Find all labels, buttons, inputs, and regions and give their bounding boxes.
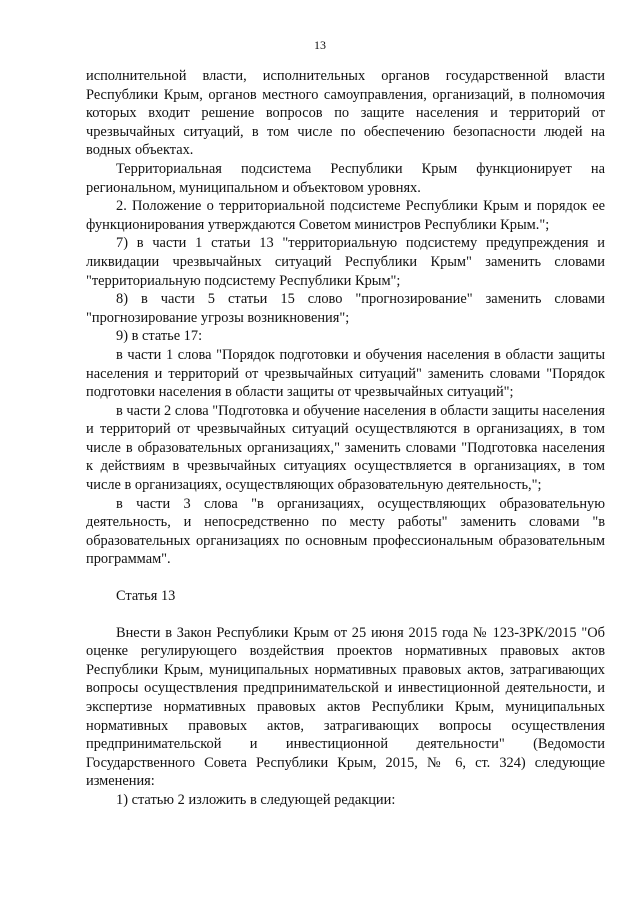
- paragraph-article-13-item-1: 1) статью 2 изложить в следующей редакции:: [116, 791, 396, 808]
- paragraph-item-7: 7) в части 1 статьи 13 "территориальную подсистему предупреждения и ликвидации чрезвычайных ситуаций Республики Крым" заменить словами "территориальную подсистему Республики Крым";: [86, 235, 605, 289]
- page-number: 13: [314, 38, 326, 52]
- paragraph-part-3: в части 3 слова "в организациях, осуществляющих образовательную деятельность, и непосредственно по месту работы" заменить словами "в образовательных организациях по основным профессиональным образовательным программам".: [86, 495, 605, 568]
- document-body: [86, 67, 605, 810]
- paragraph-continuation: исполнительной власти, исполнительных органов государственной власти Республики Крым, органов местного самоуправления, организаций, в полномочия которых входит решение вопросов по защите населения и территорий от чрезвычайных ситуаций, в том числе по обеспечению безопасности людей на водных объектах.: [86, 68, 605, 159]
- paragraph-item-2: 2. Положение о территориальной подсистеме Республики Крым и порядок ее функционирования утверждаются Советом министров Республики Крым.";: [86, 198, 605, 233]
- paragraph-part-1: в части 1 слова "Порядок подготовки и обучения населения в области защиты населения и территорий от чрезвычайных ситуаций" заменить словами "Порядок подготовки населения в области защиты от чрезвычайных ситуаций";: [86, 346, 605, 401]
- paragraph-item-9: 9) в статье 17:: [116, 328, 203, 345]
- spacer: [86, 606, 605, 624]
- spacer: [86, 569, 605, 587]
- paragraph-article-13-intro: Внести в Закон Республики Крым от 25 июня 2015 года № 123-ЗРК/2015 "Об оценке регулирующего воздействия проектов нормативных правовых актов Республики Крым, муниципальных нормативных правовых актов, затрагивающих вопросы осуществления предпринимательской и инвестиционной деятельности, и экспертизе нормативных правовых актов Республики Крым, муниципальных нормативных правовых актов, затрагивающих вопросы осуществления предпринимательской и инвестиционной деятельности" (Ведомости Государственного Совета Республики Крым, 2015, № 6, ст. 324) следующие изменения:: [86, 624, 605, 790]
- paragraph-item-8: 8) в части 5 статьи 15 слово "прогнозирование" заменить словами "прогнозирование угрозы возникновения";: [86, 291, 605, 326]
- paragraph-part-2: в части 2 слова "Подготовка и обучение населения в области защиты населения и территорий от чрезвычайных ситуаций осуществляются в организациях, в том числе в образовательных организациях," заменить словами "Подготовка населения к действиям в чрезвычайных ситуациях осуществляется в организациях, в том числе в организациях, осуществляющих образовательную деятельность,";: [86, 402, 605, 494]
- paragraph-territorial-subsystem: Территориальная подсистема Республики Крым функционирует на региональном, муниципальном и объектовом уровнях.: [86, 160, 605, 196]
- article-heading: Статья 13: [116, 588, 176, 605]
